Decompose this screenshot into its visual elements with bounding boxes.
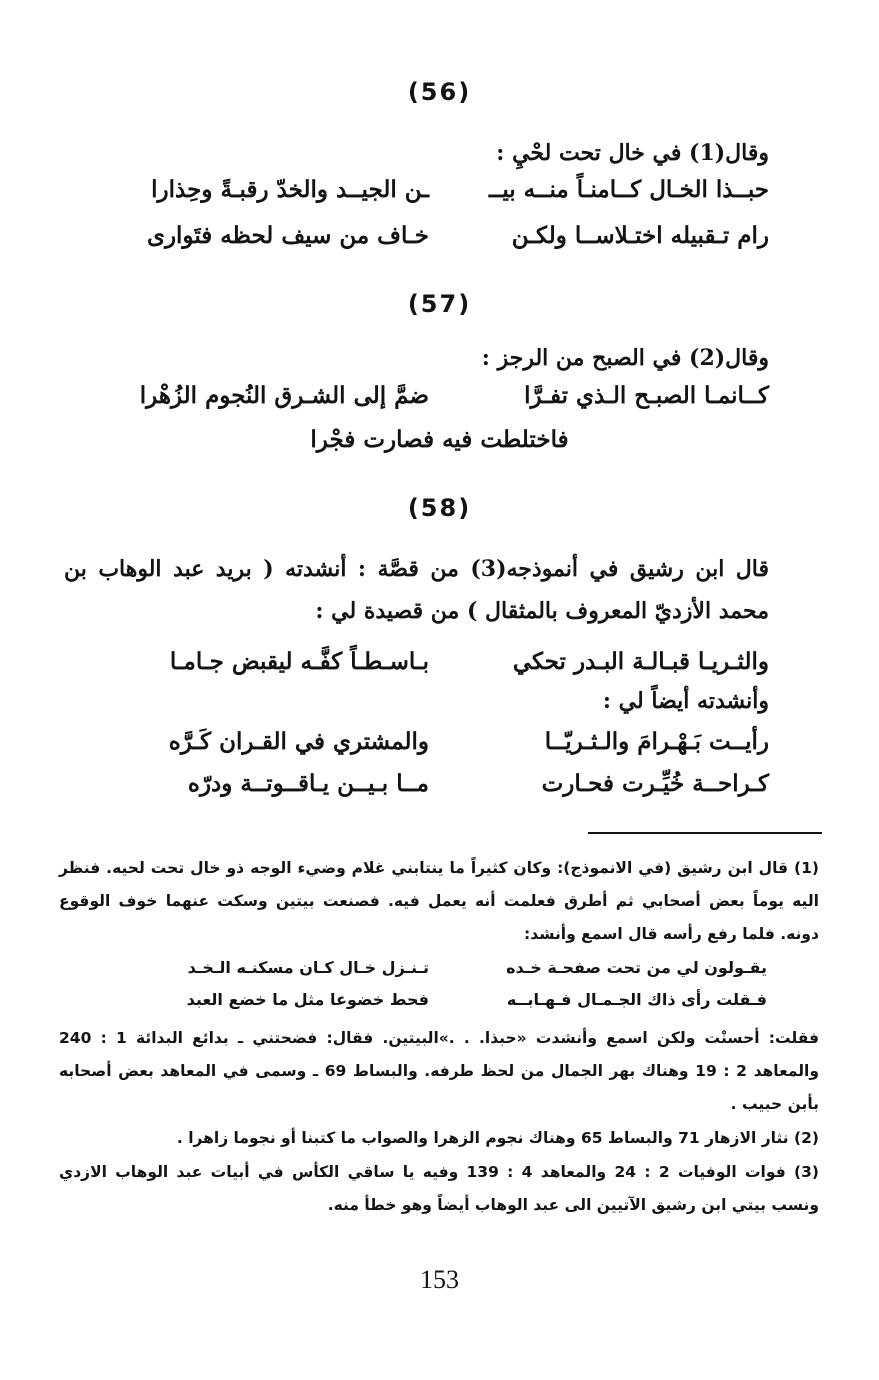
footnote-separator (588, 832, 822, 834)
verse-58-3-second-hemistich: مــا بـيــن يـاقــوتــة ودرّه (187, 770, 429, 797)
verse-58-1-first-hemistich: والثـريـا قبـالـة البـدر تحكي (512, 648, 769, 675)
footnote-1-continuation: فقلت: أحسنْت ولكن اسمع وأنشدت «حبذا. . .»البيتين. فقال: فضحتني ـ بدائع البدائة 1 : 240 والمعاهد 2 : 19 وهناك بهر الجمال من لحظ طرفه. والبساط 69 ـ وسمى في المعاهد بعض أصحابه بأبن حبيب . (59, 1029, 820, 1113)
footnote-3: (3) فوات الوفيات 2 : 24 والمعاهد 4 : 139 وفيه يا ساقي الكأس في أبيات عبد الوهاب الازدي ونسب بيتي ابن رشيق الآتيين الى عبد الوهاب أيضاً وهو خطأ منه. (59, 1163, 819, 1214)
footnote-1-verse-1-second: تـنـزل خـال كـان مسكنـه الـخـد (187, 958, 429, 977)
footnote-1-verse-1-first: يقـولون لي من تحت صفحـة خـده (506, 958, 767, 977)
footnote-1: (1) قال ابن رشيق (في الانموذج): وكان كثيراً ما ينتابني غلام وضيء الوجه ذو خال تحت لحيه. فنظر اليه يوماً بعض أصحابي ثم أطرق فعلمت أنه يعمل فيه. فصنعت بيتين وسكت عنهما خوف الوقوع دونه. فلما رفع رأسه قال اسمع وأنشد: (59, 859, 819, 943)
verse-57-single-line: فاختلطت فيه فصارت فجْرا (310, 426, 569, 453)
verse-58-3-first-hemistich: كـراحــة خُيِّـرت فحـارت (541, 770, 769, 797)
section-58-paragraph: قال ابن رشيق في أنموذجه(3) من قصَّة : أنشدته ( بريد عبد الوهاب بن محمد الأزديّ المعروف بالمثقال ) من قصيدة لي : (64, 556, 769, 624)
footnote-1-verse-2-first: فـقلت رأى ذاك الجـمـال فـهـابــه (506, 990, 767, 1009)
verse-57-1-second-hemistich: ضمَّ إلى الشـرق النُجوم الزُهْرا (139, 382, 429, 409)
footnote-1-verse-2-second: فحط خضوعا مثل ما خضع العبد (186, 990, 429, 1009)
section-56-intro: وقال(1) في خال تحت لحْيِ : (496, 140, 769, 166)
verse-56-1-first-hemistich: حبــذا الخـال كــامنـاً منــه بيــ (488, 176, 769, 203)
verse-58-2-second-hemistich: والمشتري في القـران كَـرَّه (168, 728, 429, 755)
verse-56-2-first-hemistich: رام تـقبيله اختـلاســا ولكـن (511, 222, 769, 249)
section-58-intro-2: وأنشدته أيضاً لي : (602, 688, 769, 714)
verse-56-1-second-hemistich: ـن الجيــد والخدّ رقبـةً وحِذارا (151, 176, 429, 203)
section-number-58: (58) (407, 494, 472, 522)
section-number-56: (56) (407, 78, 472, 106)
footnote-2: (2) نثار الازهار 71 والبساط 65 وهناك نجوم الزهرا والصواب ما كتبنا أو نجوما زاهرا . (176, 1129, 819, 1147)
page-number: 153 (420, 1265, 459, 1294)
verse-58-1-second-hemistich: بـاسـطـاً كفَّـه ليقبض جـامـا (169, 648, 429, 675)
verse-56-2-second-hemistich: خـاف من سيف لحظه فتَوارى (146, 222, 429, 249)
section-57-intro: وقال(2) في الصبح من الرجز : (481, 345, 769, 371)
section-number-57: (57) (407, 290, 472, 318)
verse-58-2-first-hemistich: رأيــت بَـهْـرامَ والـثـريّــا (544, 728, 769, 755)
verse-57-1-first-hemistich: كــانمـا الصبـح الـذي تفـرَّا (524, 382, 769, 409)
